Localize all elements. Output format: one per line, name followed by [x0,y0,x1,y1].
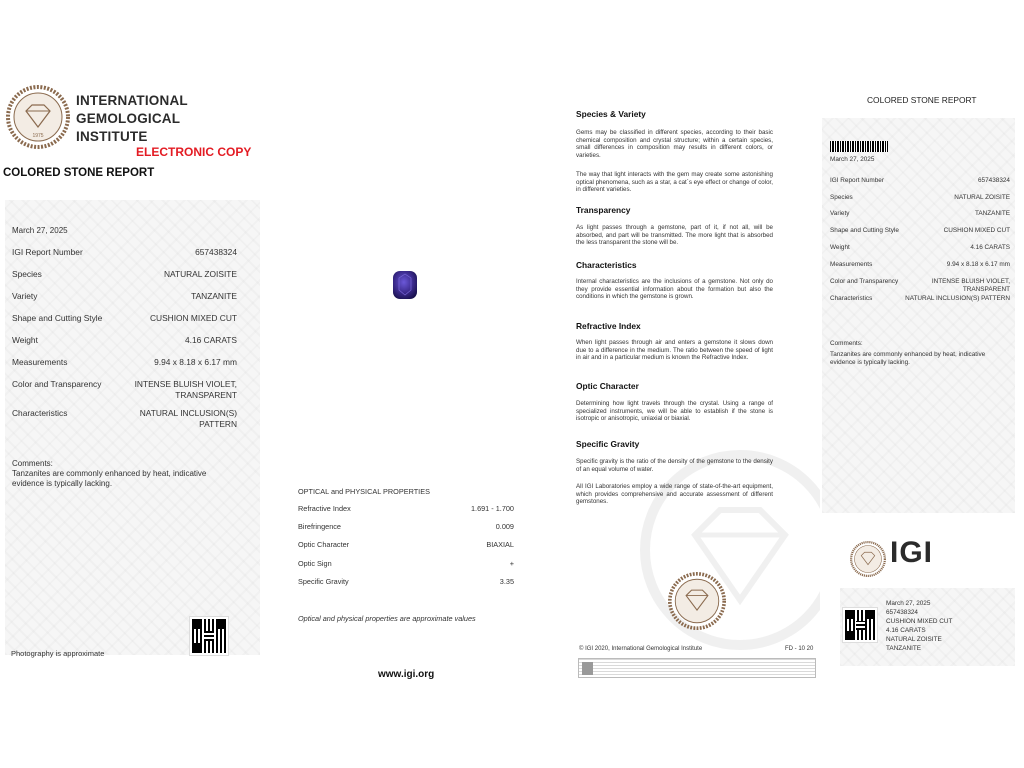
row-label: Shape and Cutting Style [830,227,899,234]
igi-seal-icon [6,85,70,149]
prop-label: Birefringence [298,522,341,531]
lock-icon [582,662,593,675]
seal-year: 1975 [32,133,44,139]
stub-date: March 27, 2025 [886,600,931,607]
photography-note: Photography is approximate [11,649,105,658]
paragraph: Determining how light travels through the crystal. Using a range of specialized instruments, we will be able to establish if the stone is isotropic or anisotropic, uniaxial or biaxial. [576,400,773,423]
report-title: COLORED STONE REPORT [3,167,155,179]
heading-specific-gravity: Specific Gravity [576,439,640,449]
igi-seal-icon [668,572,726,630]
row-label: Characteristics [830,295,873,302]
row-value: 657438324 [195,247,237,257]
copyright-text: © IGI 2020, International Gemological Institute [579,646,703,652]
row-label: Weight [12,335,38,345]
row-label: Species [12,269,42,279]
row-label: Shape and Cutting Style [12,313,103,323]
prop-label: Optic Sign [298,559,332,568]
row-value: 9.94 x 8.18 x 6.17 mm [154,357,237,367]
stub-species: NATURAL ZOISITE [886,636,942,643]
prop-value: BIAXIAL [486,540,514,549]
right-comments-line2: evidence is typically lacking. [830,359,910,366]
stub-weight: 4.16 CARATS [886,627,926,634]
row-value: INTENSE BLUISH VIOLET, TRANSPARENT [134,379,237,400]
row-label: Variety [12,291,38,301]
comments-label: Comments: [12,459,53,468]
row-label: Color and Transparency [12,379,102,389]
heading-species-variety: Species & Variety [576,109,646,119]
stub-variety: TANZANITE [886,645,922,652]
prop-label: Optic Character [298,540,350,549]
row-label: Color and Transparency [830,278,899,285]
paragraph: Gems may be classified in different species, according to their basic chemical composition and crystal structure; within a certain species, small differences in composition may results in different colors, or varieties. [576,129,773,159]
heading-characteristics: Characteristics [576,260,637,270]
row-value: CUSHION MIXED CUT [149,313,237,323]
igi-brand-logo: IGI [890,536,934,569]
properties-title: OPTICAL and PHYSICAL PROPERTIES [298,487,430,496]
barcode-icon [830,141,888,152]
row-value: TANZANITE [191,291,237,301]
stub-qr-code-icon[interactable] [843,608,877,642]
row-value: 9.94 x 8.18 x 6.17 mm [946,261,1010,268]
row-label: IGI Report Number [830,177,884,184]
heading-transparency: Transparency [576,205,631,215]
row-label: Characteristics [12,408,68,418]
right-report-title: COLORED STONE REPORT [867,95,977,105]
row-value: CUSHION MIXED CUT [943,227,1010,234]
row-label: Variety [830,210,850,217]
prop-value: 0.009 [495,522,514,531]
row-value: INTENSE BLUISH VIOLET, TRANSPARENT [931,278,1010,293]
row-value: TANZANITE [974,210,1010,217]
paragraph: As light passes through a gemstone, part of it, if not all, will be absorbed, and part will be transmitted. The more light that is absorbed the less transparent the stone will be. [576,224,773,247]
row-label: Weight [830,244,850,251]
row-value: NATURAL ZOISITE [954,194,1010,201]
heading-refractive-index: Refractive Index [576,321,641,331]
org-name-line1: INTERNATIONAL [76,93,188,108]
row-value: 4.16 CARATS [970,244,1010,251]
paragraph: Specific gravity is the ratio of the density of the gemstone to the density of an equal volume of water. [576,458,773,473]
row-label: Measurements [12,357,68,367]
right-comments-line1: Tanzanites are commonly enhanced by heat, indicative [830,351,986,358]
row-value: NATURAL INCLUSION(S) PATTERN [905,295,1010,302]
right-comments-label: Comments: [830,340,863,347]
row-value: NATURAL ZOISITE [163,269,237,279]
prop-value: 3.35 [499,577,514,586]
paragraph: The way that light interacts with the gem may create some astonishing optical phenomena, such as a star, a cat´s eye effect or change of color, in different varieties. [576,171,773,194]
properties-note: Optical and physical properties are approximate values [298,614,476,623]
form-code: FD - 10 20 [785,646,814,652]
security-microtext-strip [578,658,816,678]
prop-value: + [509,559,514,568]
gemstone-photo [392,270,418,300]
row-value: 4.16 CARATS [185,335,237,345]
heading-optic-character: Optic Character [576,381,639,391]
electronic-copy-label: ELECTRONIC COPY [136,145,252,159]
org-name-line2: GEMOLOGICAL [76,111,181,126]
comments-text-line1: Tanzanites are commonly enhanced by heat, indicative [12,469,207,478]
row-value: NATURAL INCLUSION(S) PATTERN [139,408,237,429]
stub-number: 657438324 [886,609,918,616]
igi-seal-icon [850,541,886,577]
row-value: 657438324 [978,177,1010,184]
paragraph: All IGI Laboratories employ a wide range of state-of-the-art equipment, which provides comprehensive and accurate assessment of different gemstones. [576,483,773,506]
paragraph: When light passes through air and enters a gemstone it slows down due to a difference in the medium. The ratio between the speed of light in air and in a particular medium is known the Refractive Index. [576,339,773,362]
row-label: Species [830,194,853,201]
right-date: March 27, 2025 [830,156,875,163]
prop-value: 1.691 - 1.700 [470,504,514,513]
stub-cut: CUSHION MIXED CUT [886,618,953,625]
prop-label: Specific Gravity [298,577,349,586]
org-name-line3: INSTITUTE [76,129,148,144]
prop-label: Refractive Index [298,504,351,513]
qr-code-icon[interactable] [190,617,228,655]
website-link[interactable]: www.igi.org [378,669,435,680]
row-label: Measurements [830,261,873,268]
report-date: March 27, 2025 [12,226,68,235]
paragraph: Internal characteristics are the inclusions of a gemstone. Not only do they provide essential information about the formation but also the conditions in which the gemstone is grown. [576,278,773,301]
row-label: IGI Report Number [12,247,83,257]
comments-text-line2: evidence is typically lacking. [12,479,113,488]
